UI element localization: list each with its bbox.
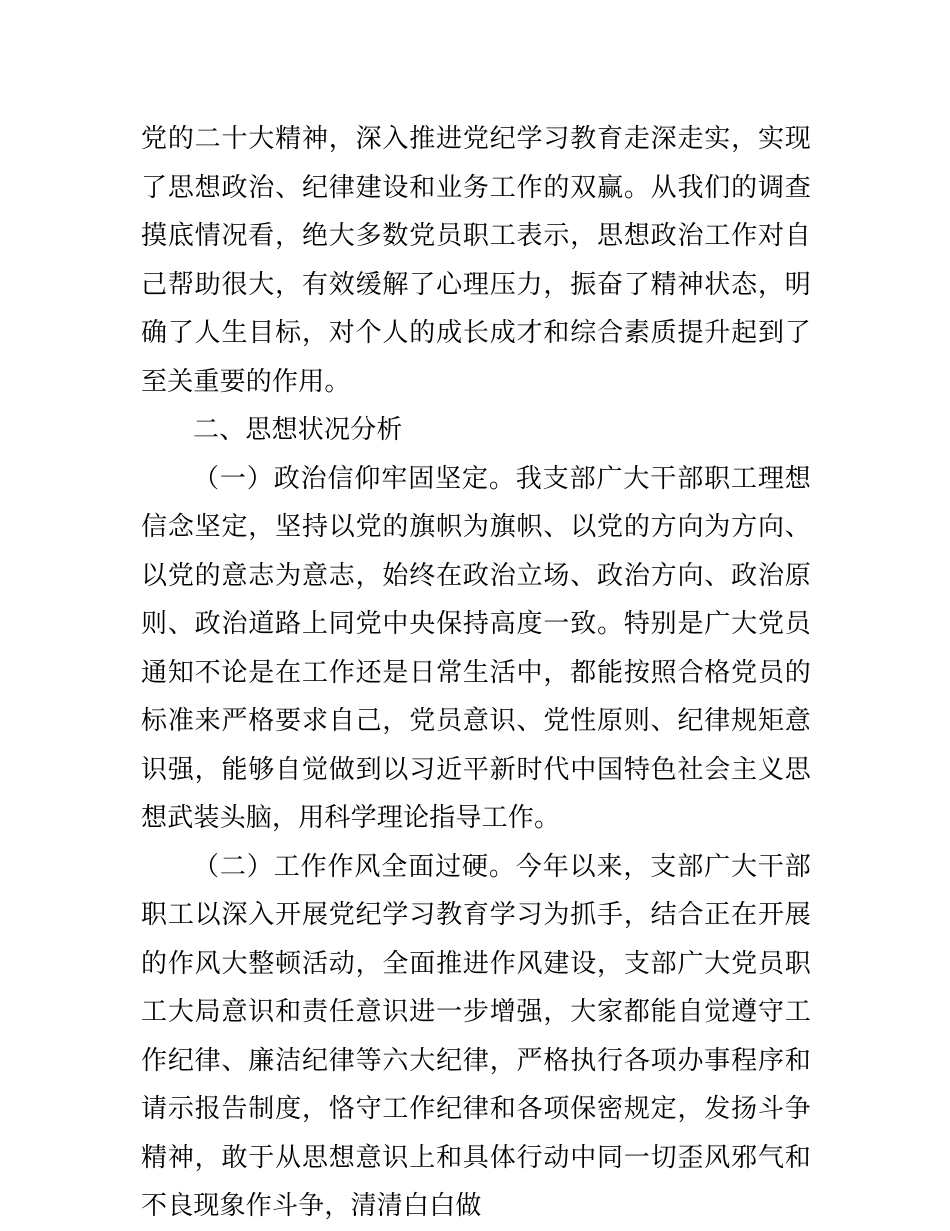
paragraph-political-belief: （一）政治信仰牢固坚定。我支部广大干部职工理想信念坚定，坚持以党的旗帜为旗帜、以党的方向为方向、以党的意志为意志，始终在政治立场、政治方向、政治原则、政治道路上同党中央保持高度一致。特别是广大党员通知不论是在工作还是日常生活中，都能按照合格党员的标准来严格要求自己，党员意识、党性原则、纪律规矩意识强，能够自觉做到以习近平新时代中国特色社会主义思想武装头脑，用科学理论指导工作。 bbox=[141, 463, 811, 833]
section-heading: 二、思想状况分析 bbox=[193, 415, 403, 445]
paragraph-work-style: （二）工作作风全面过硬。今年以来，支部广大干部职工以深入开展党纪学习教育学习为抓手，结合正在开展的作风大整顿活动，全面推进作风建设，支部广大党员职工大局意识和责任意识进一步增强，大家都能自觉遵守工作纪律、廉洁纪律等六大纪律，严格执行各项办事程序和请示报告制度，恪守工作纪律和各项保密规定，发扬斗争精神，敢于从思想意识上和具体行动中同一切歪风邪气和不良现象作斗争，清清白白做 bbox=[141, 851, 811, 1221]
document-body bbox=[141, 115, 811, 1231]
paragraph-continuation: 党的二十大精神，深入推进党纪学习教育走深走实，实现了思想政治、纪律建设和业务工作的双赢。从我们的调查摸底情况看，绝大多数党员职工表示，思想政治工作对自己帮助很大，有效缓解了心理压力，振奋了精神状态，明确了人生目标，对个人的成长成才和综合素质提升起到了至关重要的作用。 bbox=[141, 124, 811, 397]
